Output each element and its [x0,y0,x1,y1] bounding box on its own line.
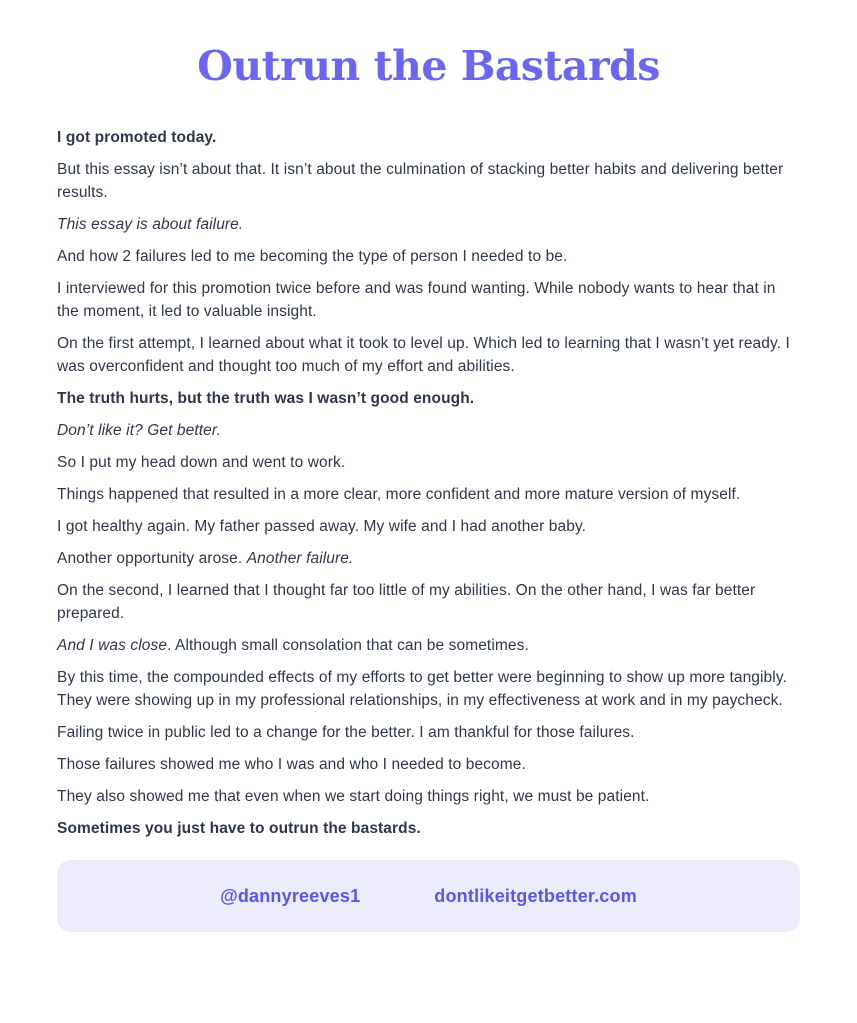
text-segment: . Although small consolation that can be sometimes. [167,637,529,654]
text-segment: And I was close [57,637,168,654]
text-segment: Sometimes you just have to outrun the bastards. [57,820,421,837]
essay-paragraph [57,245,800,268]
text-segment: I interviewed for this promotion twice before and was found wanting. While nobody wants to hear that in the moment, it led to valuable insight. [57,280,776,320]
essay-paragraph [57,483,800,506]
text-segment: So I put my head down and went to work. [57,454,346,471]
essay-paragraph [57,332,800,378]
essay-paragraph [57,666,800,712]
essay-paragraph [57,126,800,149]
text-segment: Those failures showed me who I was and who I needed to become. [57,756,526,773]
essay-paragraph [57,515,800,538]
text-segment: Another failure. [246,550,354,567]
text-segment: And how 2 failures led to me becoming the type of person I needed to be. [57,248,568,265]
essay-paragraph [57,451,800,474]
essay-paragraph [57,753,800,776]
essay-paragraph [57,419,800,442]
text-segment: I got promoted today. [57,129,217,146]
text-segment: By this time, the compounded effects of my efforts to get better were beginning to show up more tangibly. They were showing up in my professional relationships, in my effectiveness at work and in my paycheck. [57,669,787,709]
text-segment: On the second, I learned that I thought far too little of my abilities. On the other hand, I was far better prepared. [57,582,756,622]
essay-paragraph [57,817,800,840]
essay-paragraph [57,387,800,410]
essay-paragraph [57,547,800,570]
page-title: Outrun the Bastards [197,42,660,90]
text-segment: Another opportunity arose. [57,550,247,567]
text-segment: This essay is about failure. [57,216,244,233]
text-segment: Failing twice in public led to a change for the better. I am thankful for those failures. [57,724,635,741]
essay-paragraph [57,721,800,744]
text-segment: Don’t like it? Get better. [57,422,221,439]
essay-paragraph [57,634,800,657]
text-segment: I got healthy again. My father passed away. My wife and I had another baby. [57,518,587,535]
text-segment: Things happened that resulted in a more clear, more confident and more mature version of myself. [57,486,741,503]
text-segment: But this essay isn’t about that. It isn’t about the culmination of stacking better habits and delivering better results. [57,161,784,201]
essay-paragraph [57,213,800,236]
author-handle: @dannyreeves1 [220,885,361,906]
essay-paragraph [57,277,800,323]
essay-paragraph [57,785,800,808]
website-url: dontlikeitgetbetter.com [434,885,637,906]
essay-paragraph [57,579,800,625]
text-segment: They also showed me that even when we start doing things right, we must be patient. [57,788,650,805]
text-segment: On the first attempt, I learned about what it took to level up. Which led to learning that I wasn’t yet ready. I was overconfident and thought too much of my effort and abilities. [57,335,790,375]
essay-body [57,126,800,840]
text-segment: The truth hurts, but the truth was I wasn’t good enough. [57,390,475,407]
footer-bar [57,860,800,932]
essay-paragraph [57,158,800,204]
